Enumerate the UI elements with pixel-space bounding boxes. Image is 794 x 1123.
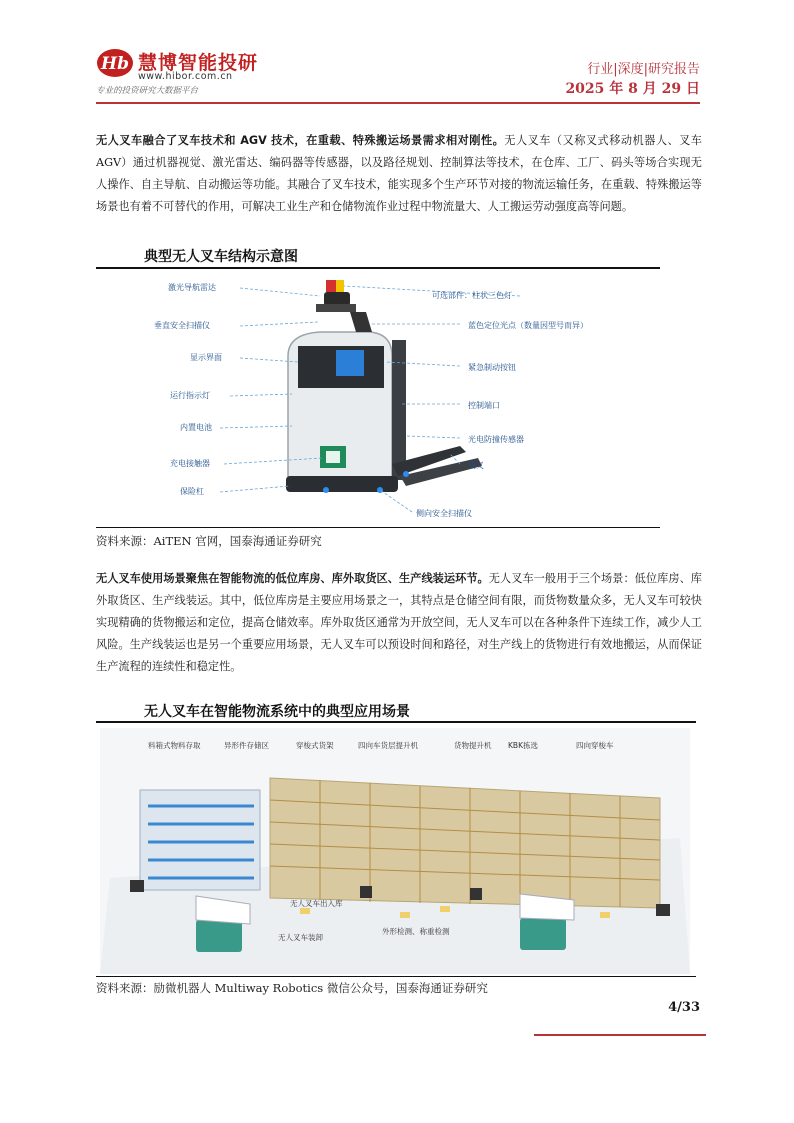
figure1-title-rule xyxy=(96,267,660,269)
figure1-title: 典型无人叉车结构示意图 xyxy=(144,249,298,265)
hibor-logo-icon xyxy=(96,48,136,78)
label-photoelectric-sensor: 光电防撞传感器 xyxy=(468,435,524,444)
figure2-source: 资料来源：励微机器人 Multiway Robotics 微信公众号，国泰海通证券研究 xyxy=(96,981,488,995)
label-kbk-picking: KBK拣选 xyxy=(508,741,538,750)
footer-divider xyxy=(534,1034,706,1036)
paragraph-body: 无人叉车（又称叉式移动机器人、叉车 AGV）通过机器视觉、激光雷达、编码器等传感器，以及路径规划、控制算法等技术，在仓库、工厂、码头等场合实现无人操作、自主导航、自动搬运等功能。其融合了叉车技术，能实现多个生产环节对接的物流运输任务，在重载、特殊搬运等场景也有着不可替代的作用，可解决工业生产和仓储物流作业过程中物流量大、人工搬运劳动强度高等问题。 xyxy=(96,134,702,213)
label-forklift-loading: 无人叉车装卸 xyxy=(278,933,323,942)
brand-name: 慧博智能投研 xyxy=(138,52,259,74)
page-header xyxy=(96,44,700,104)
report-type: 行业|深度|研究报告 xyxy=(587,62,700,77)
label-display: 显示界面 xyxy=(190,353,222,362)
label-odd-parts: 异形件存储区 xyxy=(224,741,269,750)
label-shuttle-rack: 穿梭式货架 xyxy=(296,741,334,750)
header-divider xyxy=(96,102,700,104)
label-control-port: 控制端口 xyxy=(468,401,500,410)
label-four-way-shuttle: 四向穿梭车 xyxy=(576,741,614,750)
label-emergency-button: 紧急制动按钮 xyxy=(468,363,516,372)
figure1-source: 资料来源：AiTEN 官网，国泰海通证券研究 xyxy=(96,534,322,548)
smart-logistics-scene xyxy=(100,728,690,974)
figure2-title: 无人叉车在智能物流系统中的典型应用场景 xyxy=(144,704,410,720)
forklift-illustration xyxy=(160,276,640,522)
report-date: 2025 年 8 月 29 日 xyxy=(565,81,700,97)
paragraph-body: 无人叉车一般用于三个场景：低位库房、库外取货区、生产线装运。其中，低位库房是主要应用场景之一，其特点是仓储空间有限，而货物数量众多，无人叉车可较快实现精确的货物搬运和定位，提高仓储效率。库外取货区通常为开放空间，无人叉车可以在各种条件下连续工作，减少人工风险。生产线装运也是另一个重要应用场景，无人叉车可以预设时间和路径，对生产线上的货物进行有效地搬运，从而保证生产流程的连续性和稳定性。 xyxy=(96,572,702,673)
label-fork: 货叉 xyxy=(468,461,484,470)
page-number: 4/33 xyxy=(668,1000,700,1015)
label-forklift-inout: 无人叉车出入库 xyxy=(290,899,343,908)
paragraph-usage-scenarios xyxy=(96,568,702,678)
figure1-bottom-rule xyxy=(96,527,660,528)
label-charger: 充电接触器 xyxy=(170,459,210,468)
label-side-scanner: 侧向安全扫描仪 xyxy=(416,509,472,518)
label-bin-storage: 料箱式物料存取 xyxy=(148,741,201,750)
label-inspection: 外形检测、称重检测 xyxy=(382,927,450,936)
brand-url[interactable]: www.hibor.com.cn xyxy=(138,71,233,82)
paragraph-lead: 无人叉车使用场景聚焦在智能物流的低位库房、库外取货区、生产线装运环节。 xyxy=(96,572,489,585)
paragraph-lead: 无人叉车融合了叉车技术和 AGV 技术，在重载、特殊搬运场景需求相对刚性。 xyxy=(96,134,505,147)
figure2-title-rule xyxy=(96,721,696,723)
warehouse-illustration xyxy=(100,728,690,974)
label-goods-lift: 货物提升机 xyxy=(454,741,492,750)
label-vertical-scanner: 垂直安全扫描仪 xyxy=(154,321,210,330)
label-bumper: 保险杠 xyxy=(180,487,204,496)
brand-slogan: 专业的投资研究大数据平台 xyxy=(96,86,199,96)
label-laser-radar: 激光导航雷达 xyxy=(168,283,216,292)
label-run-light: 运行指示灯 xyxy=(170,391,210,400)
svg-text:Hb: Hb xyxy=(101,54,129,74)
label-battery: 内置电池 xyxy=(180,423,212,432)
forklift-structure-diagram xyxy=(154,276,640,522)
label-optional-light: 可选部件：柱状三色灯 xyxy=(432,291,512,300)
paragraph-agv-fusion xyxy=(96,130,702,218)
label-level-lift: 四向车货层提升机 xyxy=(358,741,418,750)
figure2-bottom-rule xyxy=(96,976,696,977)
label-blue-dots: 蓝色定位光点（数量因型号而异） xyxy=(468,321,588,330)
